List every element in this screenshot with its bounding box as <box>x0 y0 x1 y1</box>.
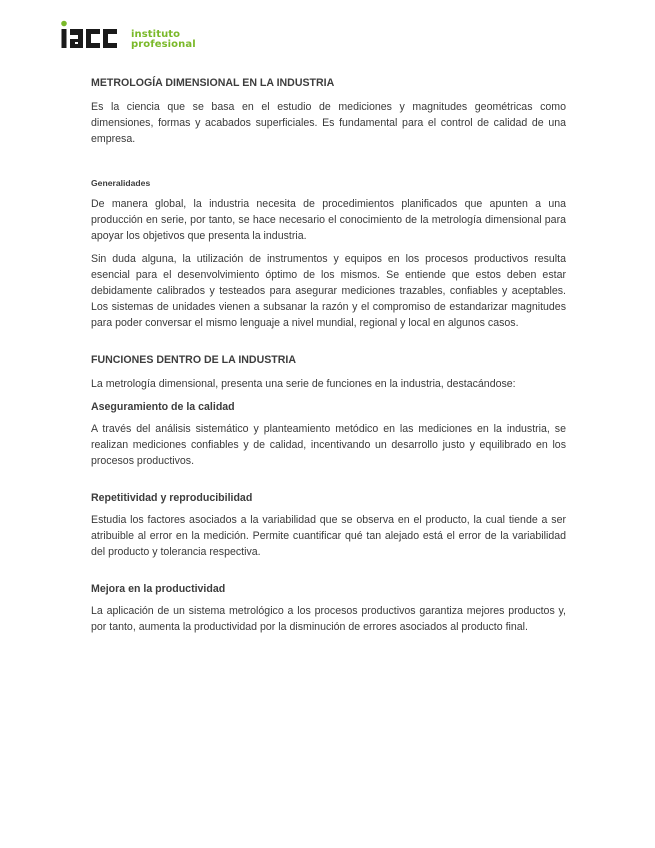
repetitividad-heading: Repetitividad y reproducibilidad <box>91 492 253 504</box>
funciones-heading: FUNCIONES DENTRO DE LA INDUSTRIA <box>91 354 297 366</box>
repetitividad-paragraph: Estudia los factores asociados a la variabilidad que se observa en el producto, la cual tiende a ser atribuible al error en la medición. Permite cuantificar qué tan alejado está el error de la variabilidad del producto y tolerancia respectiva. <box>91 514 566 558</box>
logo-line-instituto: instituto <box>131 29 181 40</box>
logo-subtitle <box>131 30 196 50</box>
intro-paragraph: Es la ciencia que se basa en el estudio de mediciones y magnitudes geométricas como dimensiones, formas y acabados superficiales. Es fundamental para el control de calidad de una empresa. <box>91 101 566 145</box>
generalidades-heading: Generalidades <box>91 178 151 188</box>
document-title: METROLOGÍA DIMENSIONAL EN LA INDUSTRIA <box>91 77 335 89</box>
iacc-logo-mark <box>61 20 129 52</box>
funciones-intro: La metrología dimensional, presenta una serie de funciones en la industria, destacándose: <box>91 378 516 390</box>
productividad-heading: Mejora en la productividad <box>91 583 226 595</box>
productividad-paragraph: La aplicación de un sistema metrológico a los procesos productivos garantiza mejores productos y, por tanto, aumenta la productividad por la disminución de errores asociados al producto final. <box>91 605 566 633</box>
generalidades-paragraph-2: Sin duda alguna, la utilización de instrumentos y equipos en los procesos productivos resulta esencial para el desenvolvimiento óptimo de los mismos. Se entiende que estos deben estar debidamente calibrados y testeados para asegurar mediciones trazables, confiables y aceptables. Los sistemas de unidades vienen a subsanar la razón y el compromiso de estandarizar magnitudes para poder conversar el mismo lenguaje a nivel mundial, regional y local en algunos casos. <box>91 253 566 329</box>
aseguramiento-heading: Aseguramiento de la calidad <box>91 401 235 413</box>
aseguramiento-paragraph: A través del análisis sistemático y planteamiento metódico en las mediciones en la industria, se realizan mediciones confiables y de calidad, incentivando un desarrollo justo y equilibrado en los procesos productivos. <box>91 423 566 467</box>
logo-line-profesional: profesional <box>131 39 196 50</box>
generalidades-paragraph-1: De manera global, la industria necesita de procedimientos planificados que apunten a una producción en serie, por tanto, se hace necesario el conocimiento de la metrología dimensional para apoyar los objetivos que presenta la industria. <box>91 198 566 242</box>
document-body <box>91 75 566 642</box>
